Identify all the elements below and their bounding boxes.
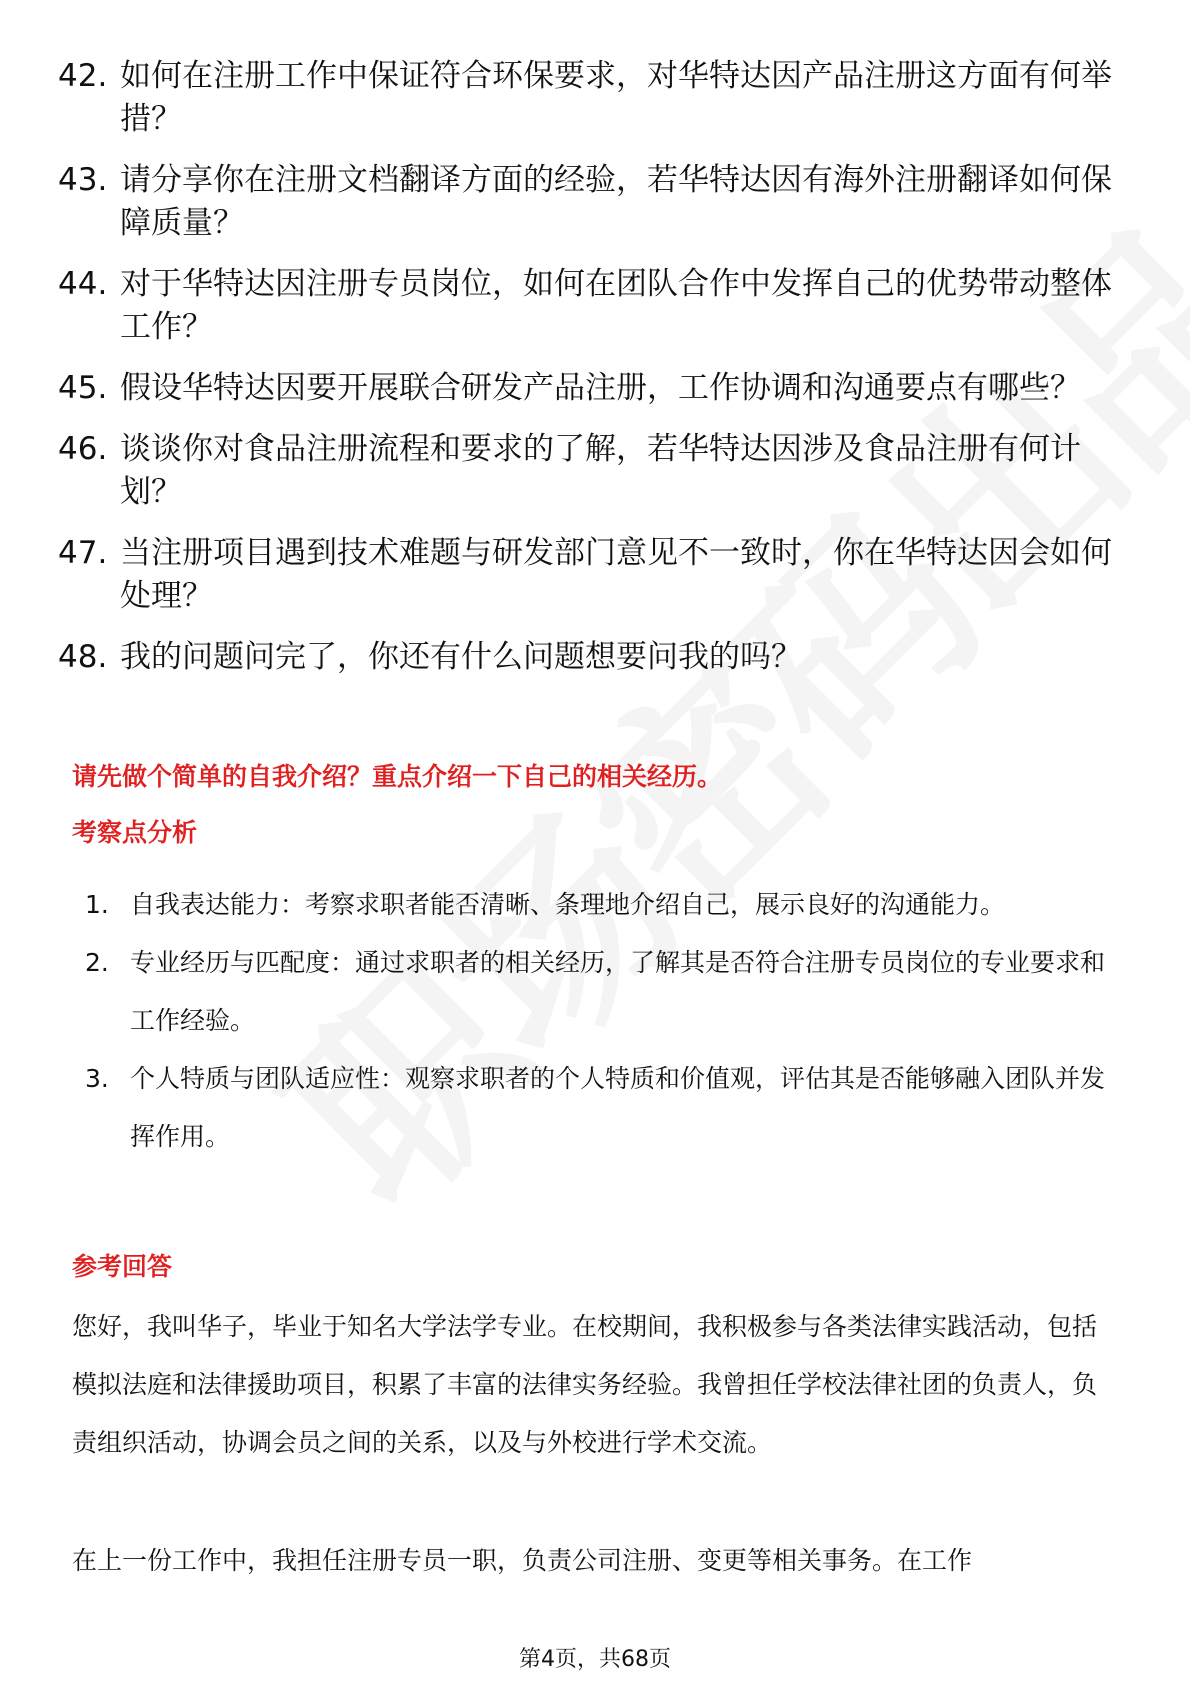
answer-paragraph: 在上一份工作中，我担任注册专员一职，负责公司注册、变更等相关事务。在工作 bbox=[72, 1546, 973, 1575]
point-number: 1. bbox=[85, 890, 109, 919]
point-text: 自我表达能力：考察求职者能否清晰、条理地介绍自己，展示良好的沟通能力。 bbox=[130, 890, 1006, 919]
question-number: 46. bbox=[58, 431, 108, 467]
point-text: 个人特质与团队适应性：观察求职者的个人特质和价值观，评估其是否能够融入团队并发挥作用。 bbox=[130, 1064, 1106, 1151]
analysis-point bbox=[85, 1050, 1115, 1166]
question-text: 当注册项目遇到技术难题与研发部门意见不一致时，你在华特达因会如何处理？ bbox=[120, 535, 1112, 614]
point-number: 2. bbox=[85, 948, 109, 977]
analysis-point bbox=[85, 876, 1115, 934]
answer-heading: 参考回答 bbox=[72, 1252, 173, 1281]
question-item bbox=[58, 636, 1118, 679]
question-text: 请分享你在注册文档翻译方面的经验，若华特达因有海外注册翻译如何保障质量？ bbox=[120, 162, 1112, 241]
analysis-point bbox=[85, 934, 1115, 1050]
question-item bbox=[58, 55, 1118, 141]
question-item bbox=[58, 428, 1118, 514]
question-item bbox=[58, 367, 1118, 410]
question-number: 42. bbox=[58, 58, 108, 94]
question-text: 假设华特达因要开展联合研发产品注册，工作协调和沟通要点有哪些？ bbox=[120, 370, 1081, 406]
point-text: 专业经历与匹配度：通过求职者的相关经历，了解其是否符合注册专员岗位的专业要求和工作经验。 bbox=[130, 948, 1106, 1035]
question-item bbox=[58, 159, 1118, 245]
point-number: 3. bbox=[85, 1064, 109, 1093]
question-number: 43. bbox=[58, 162, 108, 198]
interview-question-heading: 请先做个简单的自我介绍？重点介绍一下自己的相关经历。 bbox=[72, 762, 723, 791]
answer-paragraph: 您好，我叫华子，毕业于知名大学法学专业。在校期间，我积极参与各类法律实践活动，包括模拟法庭和法律援助项目，积累了丰富的法律实务经验。我曾担任学校法律社团的负责人，负责组织活动，协调会员之间的关系，以及与外校进行学术交流。 bbox=[72, 1312, 1098, 1457]
question-number: 47. bbox=[58, 535, 108, 571]
question-text: 我的问题问完了，你还有什么问题想要问我的吗？ bbox=[120, 639, 802, 675]
question-item bbox=[58, 263, 1118, 349]
analysis-points bbox=[85, 876, 1115, 1166]
question-number: 45. bbox=[58, 370, 108, 406]
question-text: 如何在注册工作中保证符合环保要求，对华特达因产品注册这方面有何举措？ bbox=[120, 58, 1112, 137]
analysis-heading: 考察点分析 bbox=[72, 818, 198, 847]
question-text: 对于华特达因注册专员岗位，如何在团队合作中发挥自己的优势带动整体工作？ bbox=[120, 266, 1112, 345]
question-number: 44. bbox=[58, 266, 108, 302]
page-footer: 第4页，共68页 bbox=[519, 1647, 671, 1672]
question-text: 谈谈你对食品注册流程和要求的了解，若华特达因涉及食品注册有何计划？ bbox=[120, 431, 1081, 510]
question-number: 48. bbox=[58, 639, 108, 675]
question-item bbox=[58, 532, 1118, 618]
answer-body bbox=[72, 1298, 1117, 1650]
question-list bbox=[58, 55, 1118, 697]
